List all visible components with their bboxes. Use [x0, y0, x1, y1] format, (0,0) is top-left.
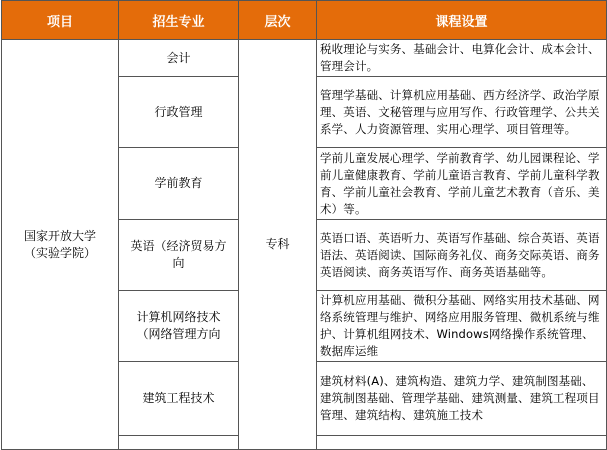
courses-cell: 英语口语、英语听力、英语写作基础、综合英语、英语语法、英语阅读、国际商务礼仪、商务交际英语、商务英语阅读、商务英语写作、商务英语基础等。: [317, 220, 607, 291]
courses-cell: 建筑材料(A)、建筑构造、建筑力学、建筑制图基础、建筑制图基础、管理学基础、建筑测量、建筑工程项目管理、建筑结构、建筑施工技术: [317, 362, 607, 436]
major-cell: 英语（经济贸易方 向: [119, 220, 239, 291]
header-major: 招生专业: [119, 1, 239, 40]
courses-cell: [317, 436, 607, 450]
header-project: 项目: [2, 1, 119, 40]
header-courses: 课程设置: [317, 1, 607, 40]
table-row: [2, 40, 607, 77]
major-cell: [119, 436, 239, 450]
major-cell: 学前教育: [119, 148, 239, 220]
level-cell: 专科: [239, 40, 317, 450]
table-header-row: [2, 1, 607, 40]
project-cell: 国家开放大学 （实验学院）: [2, 40, 119, 450]
major-cell: 计算机网络技术 （网络管理方向: [119, 291, 239, 362]
courses-cell: 管理学基础、计算机应用基础、西方经济学、政治学原理、英语、文秘管理与应用写作、行政管理学、公共关系学、人力资源管理、实用心理学、项目管理等。: [317, 77, 607, 148]
courses-cell: 学前儿童发展心理学、学前教育学、幼儿园课程论、学前儿童健康教育、学前儿童语言教育、学前儿童科学教育、学前儿童社会教育、学前儿童艺术教育（音乐、美术）等。: [317, 148, 607, 220]
header-level: 层次: [239, 1, 317, 40]
course-table: [1, 0, 607, 450]
major-cell: 会计: [119, 40, 239, 77]
courses-cell: 税收理论与实务、基础会计、电算化会计、成本会计、管理会计。: [317, 40, 607, 77]
major-cell: 建筑工程技术: [119, 362, 239, 436]
courses-cell: 计算机应用基础、微积分基础、网络实用技术基础、网络系统管理与维护、网络应用服务管理、微机系统与维护、计算机组网技术、Windows网络操作系统管理、数据库运维: [317, 291, 607, 362]
major-cell: 行政管理: [119, 77, 239, 148]
